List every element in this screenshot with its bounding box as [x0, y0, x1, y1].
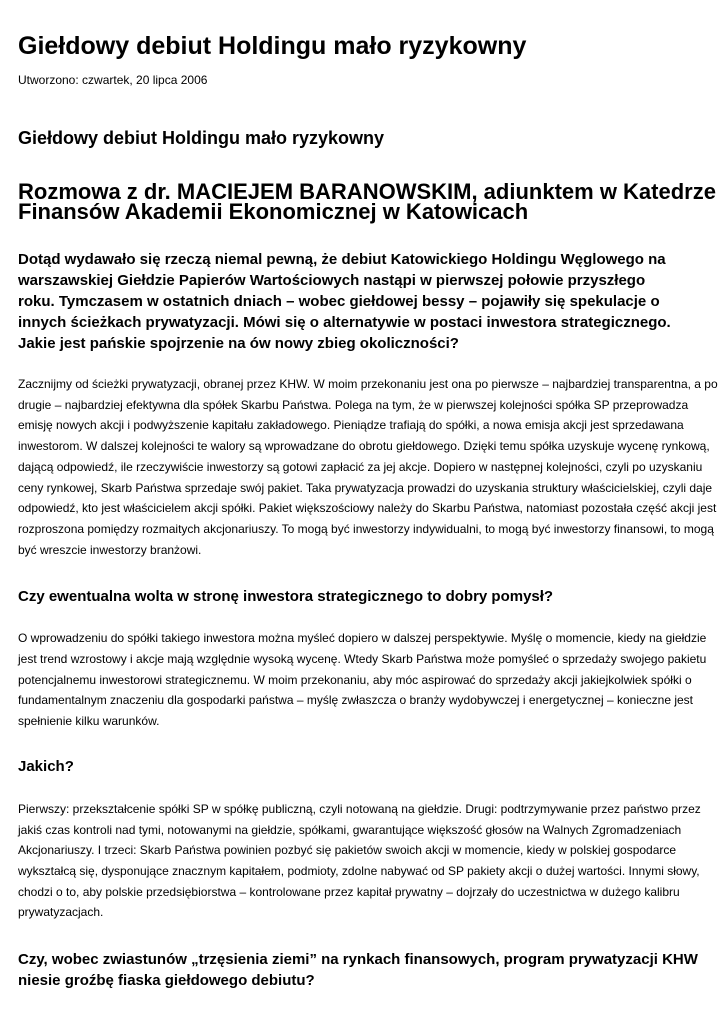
answer-paragraph-2: O wprowadzeniu do spółki takiego inwestora można myśleć dopiero w dalszej perspektywie. Myślę o momencie, kiedy na giełdzie jest trend wzrostowy i akcje mają względnie wysoką wycenę. Wtedy Skarb Państwa może pomyśleć o sprzedaży swojego pakietu potencjalnemu inwestorowi strategicznemu. W moim przekonaniu, aby móc aspirować do sprzedaży akcji jakiejkolwiek spółki o fundamentalnym znaczeniu dla gospodarki państwa – myślę zwłaszcza o branży wydobywczej i energetycznej – konieczne jest spełnienie kilku warunków.: [18, 631, 707, 729]
question-3: Czy, wobec zwiastunów „trzęsienia ziemi” na rynkach finansowych, program prywatyzacji KHW niesie groźbę fiaska giełdowego debiutu?: [18, 951, 698, 990]
created-date: Utworzono: czwartek, 20 lipca 2006: [18, 73, 208, 87]
article: [18, 0, 725, 991]
answer-paragraph-3: Pierwszy: przekształcenie spółki SP w spółkę publiczną, czyli notowaną na giełdzie. Drugi: podtrzymywanie przez państwo przez jakiś czas kontroli nad tymi, notowanymi na giełdzie, spółkami, gwarantujące większość głosów na Walnych Zgromadzeniach Akcjonariuszy. I trzeci: Skarb Państwa powinien pozbyć się pakietów swoich akcji w momencie, kiedy w polskiej gospodarce wykształcą się, dysponujące znacznym kapitałem, podmioty, zdolne nabywać od SP pakiety akcji o dużej wartości. Innymi słowy, chodzi o to, aby polskie przedsiębiorstwa – kontrolowane przez kapitał prywatny – dojrzały do uczestnictwa w dużego kalibru prywatyzacjach.: [18, 801, 701, 920]
answer-paragraph-1: Zacznijmy od ścieżki prywatyzacji, obranej przez KHW. W moim przekonaniu jest ona po pierwsze – najbardziej transparentna, a po drugie – najbardziej efektywna dla spółek Skarbu Państwa. Polega na tym, że w pierwszej kolejności spółka SP przeprowadza emisję nowych akcji i podwyższenie kapitału zakładowego. Pieniądze trafiają do spółki, a nowa emisja akcji jest sprzedawana inwestorom. W dalszej kolejności te walory są wprowadzane do obrotu giełdowego. Dzięki temu spółka uzyskuje wycenę rynkową, dającą odpowiedź, ile rzeczywiście inwestorzy są gotowi zapłacić za jej akcje. Dopiero w następnej kolejności, czyli po uzyskaniu ceny rynkowej, Skarb Państwa sprzedaje swój pakiet. Taka prywatyzacja prowadzi do uzyskania struktury właścicielskiej, czyli daje odpowiedź, kto jest właścicielem akcji spółki. Pakiet większościowy należy do Skarbu Państwa, natomiast pozostała część akcji jest rozproszona pomiędzy rozmaitych akcjonariuszy. To mogą być inwestorzy indywidualni, to mogą być inwestorzy finansowi, to mogą być wreszcie inwestorzy branżowi.: [18, 377, 718, 557]
question-1: Czy ewentualna wolta w stronę inwestora strategicznego to dobry pomysł?: [18, 588, 554, 606]
question-2: Jakich?: [18, 757, 74, 775]
lead-question: Dotąd wydawało się rzeczą niemal pewną, że debiut Katowickiego Holdingu Węglowego na warszawskiej Giełdzie Papierów Wartościowych nastąpi w pierwszej połowie przyszłego roku. Tymczasem w ostatnich dniach – wobec giełdowej bessy – pojawiły się spekulacje o innych ścieżkach prywatyzacji. Mówi się o alternatywie w postaci inwestora strategicznego. Jakie jest pańskie spojrzenie na ów nowy zbieg okoliczności?: [18, 251, 671, 352]
interview-heading: Rozmowa z dr. MACIEJEM BARANOWSKIM, adiunktem w Katedrze Finansów Akademii Ekonomicznej w Katowicach: [18, 179, 716, 224]
article-subtitle: Giełdowy debiut Holdingu mało ryzykowny: [18, 128, 385, 148]
article-title: Giełdowy debiut Holdingu mało ryzykowny: [18, 32, 527, 60]
